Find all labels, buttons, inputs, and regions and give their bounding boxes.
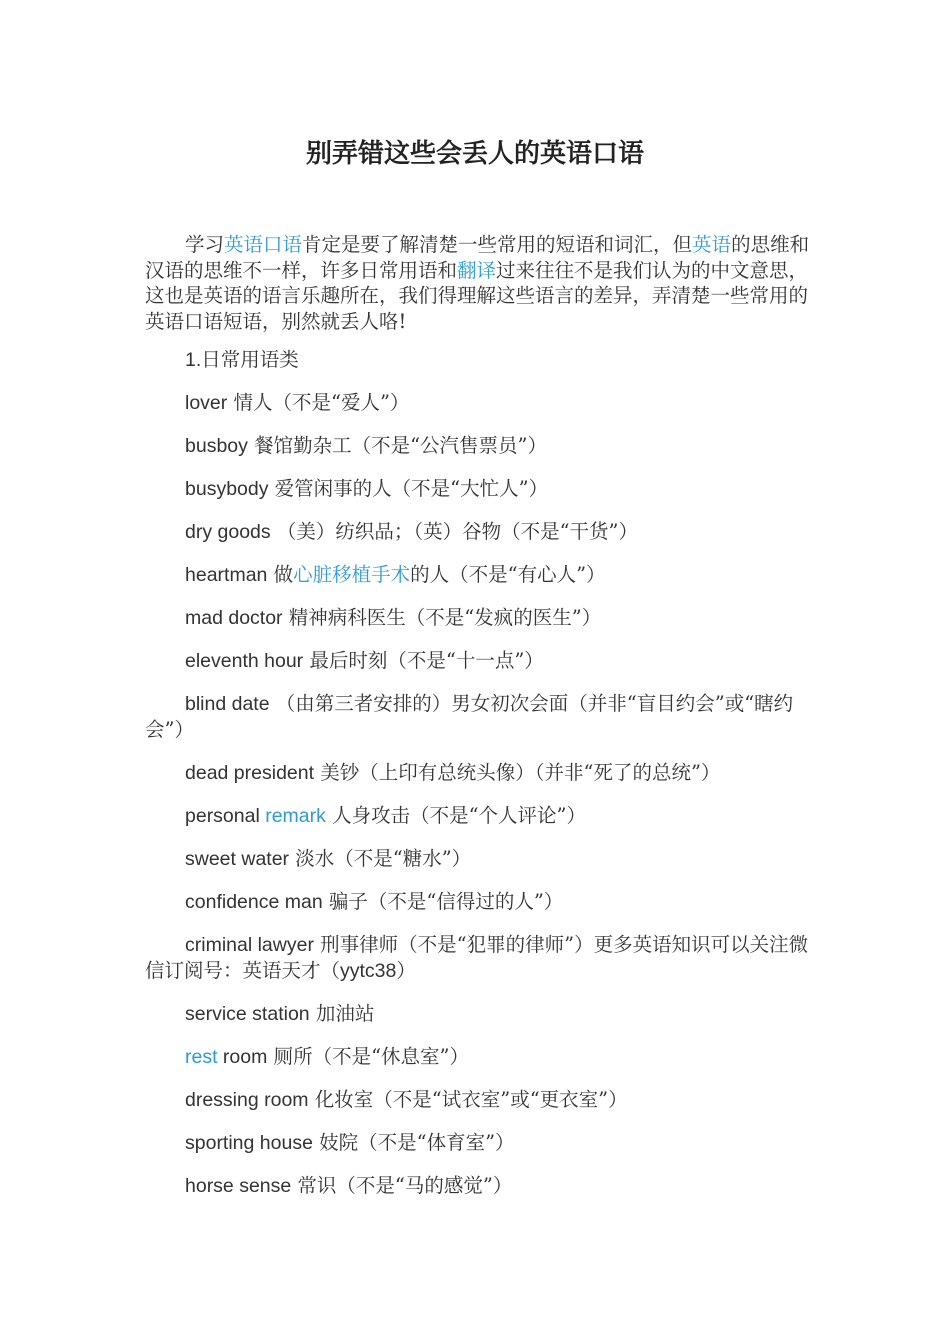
phrase-entry xyxy=(145,476,810,502)
phrase-en: blind date xyxy=(185,693,270,715)
phrase-en: service station xyxy=(185,1003,310,1025)
document-title: 别弄错这些会丢人的英语口语 xyxy=(305,139,644,169)
phrase-en: confidence man xyxy=(185,891,323,913)
phrase-en: dead president xyxy=(185,762,315,784)
link-remark[interactable]: remark xyxy=(265,805,326,827)
phrase-entry xyxy=(145,605,810,631)
phrase-en: lover xyxy=(185,392,228,414)
phrase-entry xyxy=(145,390,810,416)
phrase-entry xyxy=(145,760,810,786)
phrase-en: heartman xyxy=(185,564,268,586)
phrase-zh: 厕所（不是“休息室”） xyxy=(267,1045,470,1068)
phrase-entry xyxy=(145,691,810,743)
phrase-entry xyxy=(145,1173,810,1199)
phrase-zh: 的人（不是“有心人”） xyxy=(410,563,606,586)
link-translation[interactable]: 翻译 xyxy=(457,258,497,282)
phrase-en: busboy xyxy=(185,435,248,457)
phrase-zh: ） xyxy=(396,959,416,982)
phrase-en: mad doctor xyxy=(185,607,283,629)
intro-text: 学习 xyxy=(185,233,225,256)
phrase-en: sweet water xyxy=(185,848,290,870)
phrase-zh: （由第三者安排的）男女初次会面（并非“盲目约会”或“瞎约会”） xyxy=(145,692,794,741)
phrase-en: dry goods xyxy=(185,521,271,543)
phrase-entry xyxy=(145,846,810,872)
phrase-entry xyxy=(145,1044,810,1070)
phrase-list xyxy=(145,347,810,1216)
phrase-en: dressing room xyxy=(185,1089,309,1111)
phrase-en: sporting house xyxy=(185,1132,313,1154)
phrase-zh: （美）纺织品；（英）谷物（不是“干货”） xyxy=(270,520,639,543)
intro-text: 过来往往不是我们认为的中文意思，这也是英语的语言乐趣所在，我们得理解这些语言的差异，弄清楚一些常用的英语口语短语，别然就丢人咯! xyxy=(145,258,809,333)
section-number: 1. xyxy=(185,349,202,371)
phrase-zh: 加油站 xyxy=(309,1002,375,1025)
phrase-entry xyxy=(145,932,810,984)
link-english[interactable]: 英语 xyxy=(692,233,732,256)
phrase-entry xyxy=(145,562,810,588)
phrase-zh: 美钞（上印有总统头像）（并非“死了的总统”） xyxy=(314,761,721,784)
phrase-zh: 人身攻击（不是“个人评论”） xyxy=(325,804,587,827)
phrase-zh: 化妆室（不是“试衣室”或“更衣室”） xyxy=(308,1088,628,1111)
intro-text: 肯定是要了解清楚一些常用的短语和词汇，但 xyxy=(302,233,693,256)
wechat-id: yytc38 xyxy=(340,960,397,982)
phrase-entry xyxy=(145,803,810,829)
phrase-entry xyxy=(145,648,810,674)
phrase-zh: 淡水（不是“糖水”） xyxy=(289,847,472,870)
phrase-zh: 骗子（不是“信得过的人”） xyxy=(322,890,564,913)
phrase-entry xyxy=(145,1087,810,1113)
phrase-zh: 做 xyxy=(267,563,294,586)
phrase-entry xyxy=(145,433,810,459)
phrase-entry xyxy=(145,519,810,545)
phrase-entry xyxy=(145,889,810,915)
phrase-en: room xyxy=(217,1046,268,1068)
phrase-en: criminal lawyer xyxy=(185,934,314,956)
intro-paragraph xyxy=(145,232,810,334)
intro-text: 的思维和汉语的思维不一样，许多日常用语和 xyxy=(145,233,810,282)
phrase-zh: 爱管闲事的人（不是“大忙人”） xyxy=(268,477,549,500)
phrase-zh: 最后时刻（不是“十一点”） xyxy=(303,649,544,672)
link-heart-transplant[interactable]: 心脏移植手术 xyxy=(293,563,411,586)
phrase-zh: 妓院（不是“体育室”） xyxy=(312,1131,515,1154)
phrase-entry xyxy=(145,1130,810,1156)
section-label: 日常用语类 xyxy=(201,348,299,371)
phrase-zh: 精神病科医生（不是“发疯的医生”） xyxy=(282,606,602,629)
phrase-zh: 餐馆勤杂工（不是“公汽售票员”） xyxy=(247,434,548,457)
link-english-oral[interactable]: 英语口语 xyxy=(224,233,303,256)
phrase-en: busybody xyxy=(185,478,269,500)
phrase-en: eleventh hour xyxy=(185,650,304,672)
phrase-zh: 刑事律师（不是“犯罪的律师”）更多英语知识可以关注微信订阅号：英语天才（ xyxy=(145,933,809,982)
section-heading xyxy=(145,347,810,373)
phrase-en: personal xyxy=(185,805,266,827)
phrase-entry xyxy=(145,1001,810,1027)
phrase-en: horse sense xyxy=(185,1175,292,1197)
phrase-zh: 常识（不是“马的感觉”） xyxy=(291,1174,513,1197)
phrase-zh: 情人（不是“爱人”） xyxy=(227,391,410,414)
link-rest[interactable]: rest xyxy=(185,1046,218,1068)
